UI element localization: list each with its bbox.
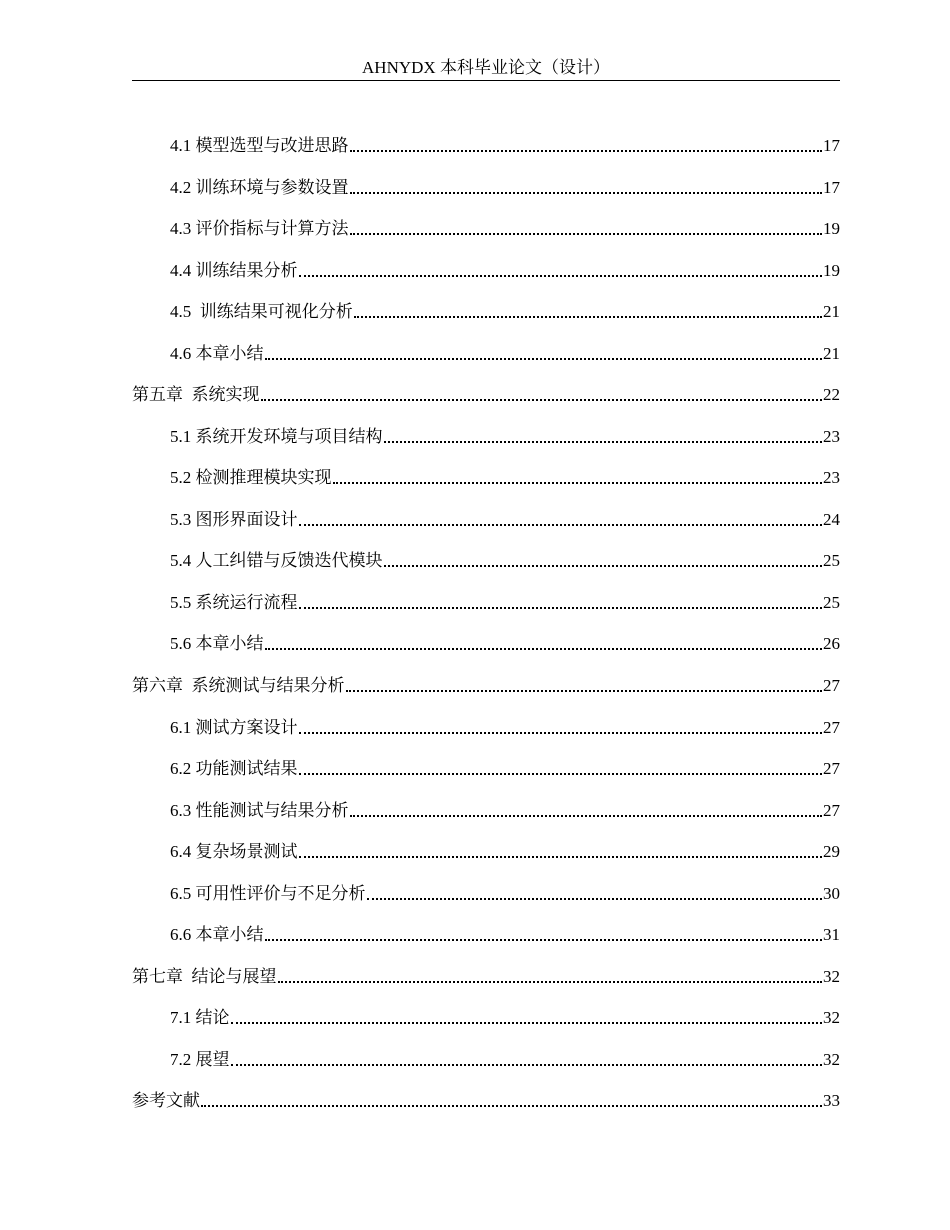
toc-entry-page: 25	[823, 551, 840, 570]
toc-entry-page: 27	[823, 801, 840, 820]
toc-dot-leader	[231, 1064, 823, 1066]
toc-entry[interactable]	[170, 340, 840, 364]
toc-dot-leader	[346, 690, 823, 692]
toc-dot-leader	[350, 192, 823, 194]
toc-entry-page: 17	[823, 178, 840, 197]
toc-entry[interactable]	[170, 1046, 840, 1070]
toc-entry-page: 31	[823, 925, 840, 944]
toc-dot-leader	[265, 648, 823, 650]
toc-dot-leader	[265, 939, 823, 941]
toc-entry-page: 19	[823, 219, 840, 238]
toc-dot-leader	[299, 607, 823, 609]
toc-chapter-entry[interactable]	[132, 672, 840, 696]
toc-chapter-entry[interactable]	[132, 381, 840, 405]
toc-entry[interactable]	[170, 880, 840, 904]
toc-entry-page: 27	[823, 676, 840, 695]
toc-entry-title: 4.1 模型选型与改进思路	[170, 136, 349, 155]
toc-chapter-entry[interactable]	[132, 1087, 840, 1111]
toc-entry-title: 6.4 复杂场景测试	[170, 842, 298, 861]
toc-entry-page: 27	[823, 718, 840, 737]
toc-entry-page: 32	[823, 1008, 840, 1027]
toc-entry-page: 26	[823, 634, 840, 653]
toc-entry-title: 4.5 训练结果可视化分析	[170, 302, 353, 321]
toc-entry-page: 23	[823, 427, 840, 446]
toc-dot-leader	[299, 524, 823, 526]
toc-entry[interactable]	[170, 589, 840, 613]
toc-entry-title: 参考文献	[132, 1091, 200, 1110]
toc-entry-page: 17	[823, 136, 840, 155]
toc-entry-title: 5.2 检测推理模块实现	[170, 468, 332, 487]
toc-entry-page: 22	[823, 385, 840, 404]
toc-dot-leader	[299, 732, 823, 734]
toc-dot-leader	[261, 399, 823, 401]
toc-entry-title: 6.6 本章小结	[170, 925, 264, 944]
toc-entry[interactable]	[170, 921, 840, 945]
toc-dot-leader	[384, 441, 823, 443]
toc-dot-leader	[278, 981, 823, 983]
toc-entry[interactable]	[170, 714, 840, 738]
toc-entry-page: 21	[823, 344, 840, 363]
toc-entry-title: 4.6 本章小结	[170, 344, 264, 363]
toc-entry-title: 6.3 性能测试与结果分析	[170, 801, 349, 820]
header-title: AHNYDX 本科毕业论文（设计）	[362, 58, 610, 77]
toc-entry-title: 4.4 训练结果分析	[170, 261, 298, 280]
toc-entry-title: 4.2 训练环境与参数设置	[170, 178, 349, 197]
toc-entry[interactable]	[170, 1004, 840, 1028]
toc-entry[interactable]	[170, 215, 840, 239]
toc-entry-title: 6.2 功能测试结果	[170, 759, 298, 778]
toc-entry-title: 5.3 图形界面设计	[170, 510, 298, 529]
toc-entry[interactable]	[170, 630, 840, 654]
toc-dot-leader	[299, 856, 823, 858]
toc-dot-leader	[333, 482, 823, 484]
toc-entry-page: 27	[823, 759, 840, 778]
toc-dot-leader	[367, 898, 823, 900]
toc-dot-leader	[231, 1022, 823, 1024]
toc-entry[interactable]	[170, 547, 840, 571]
toc-entry[interactable]	[170, 797, 840, 821]
toc-entry[interactable]	[170, 132, 840, 156]
toc-entry-page: 23	[823, 468, 840, 487]
toc-entry-page: 19	[823, 261, 840, 280]
toc-entry-title: 第七章 结论与展望	[132, 967, 277, 986]
toc-dot-leader	[265, 358, 823, 360]
toc-entry-page: 32	[823, 1050, 840, 1069]
toc-entry[interactable]	[170, 298, 840, 322]
toc-entry[interactable]	[170, 506, 840, 530]
toc-entry-title: 第五章 系统实现	[132, 385, 260, 404]
toc-dot-leader	[201, 1105, 822, 1107]
toc-entry-page: 29	[823, 842, 840, 861]
toc-entry-page: 21	[823, 302, 840, 321]
toc-dot-leader	[350, 233, 823, 235]
toc-dot-leader	[350, 150, 823, 152]
toc-entry[interactable]	[170, 423, 840, 447]
toc-entry-page: 32	[823, 967, 840, 986]
toc-entry-title: 7.2 展望	[170, 1050, 230, 1069]
toc-entry-page: 33	[823, 1091, 840, 1110]
toc-dot-leader	[384, 565, 823, 567]
toc-entry[interactable]	[170, 464, 840, 488]
toc-entry[interactable]	[170, 257, 840, 281]
toc-entry-title: 4.3 评价指标与计算方法	[170, 219, 349, 238]
toc-entry-title: 5.5 系统运行流程	[170, 593, 298, 612]
toc-entry-page: 25	[823, 593, 840, 612]
toc-entry-title: 7.1 结论	[170, 1008, 230, 1027]
toc-entry[interactable]	[170, 838, 840, 862]
toc-entry-title: 第六章 系统测试与结果分析	[132, 676, 345, 695]
toc-dot-leader	[350, 815, 823, 817]
toc-entry-title: 6.5 可用性评价与不足分析	[170, 884, 366, 903]
toc-entry-title: 5.1 系统开发环境与项目结构	[170, 427, 383, 446]
toc-entry-title: 6.1 测试方案设计	[170, 718, 298, 737]
toc-entry[interactable]	[170, 755, 840, 779]
toc-chapter-entry[interactable]	[132, 963, 840, 987]
toc-entry-title: 5.4 人工纠错与反馈迭代模块	[170, 551, 383, 570]
toc-dot-leader	[299, 773, 823, 775]
toc-dot-leader	[299, 275, 823, 277]
toc-entry-page: 30	[823, 884, 840, 903]
toc-entry[interactable]	[170, 174, 840, 198]
toc-entry-title: 5.6 本章小结	[170, 634, 264, 653]
toc-entry-page: 24	[823, 510, 840, 529]
toc-dot-leader	[354, 316, 822, 318]
